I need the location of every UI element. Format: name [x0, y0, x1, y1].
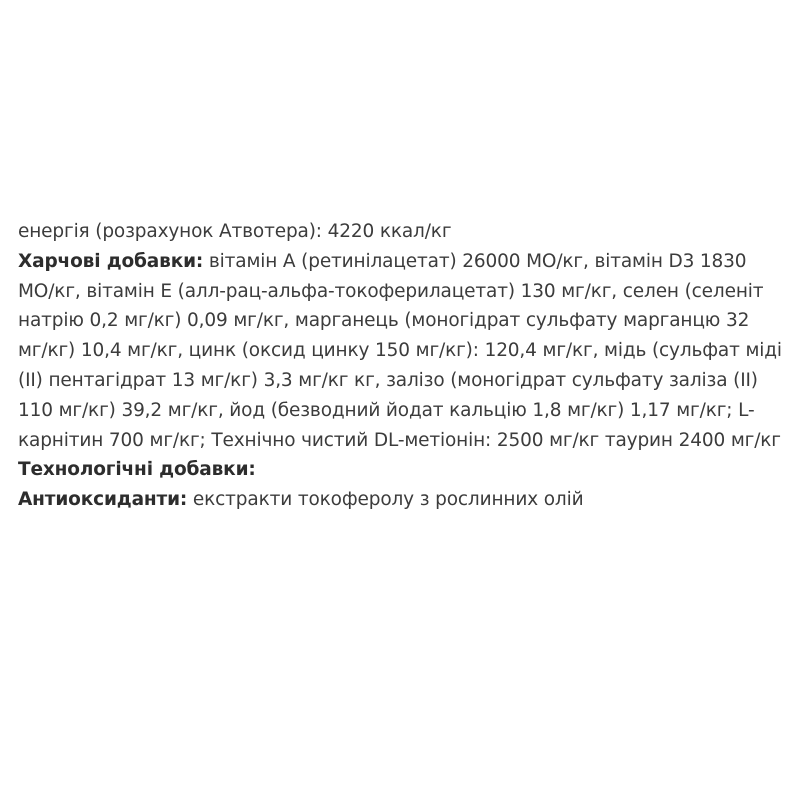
antioxidants-text: екстракти токоферолу з рослинних олій: [187, 489, 584, 511]
nutritional-additives-text: вітамін А (ретинілацетат) 26000 МО/кг, вітамін D3 1830 МО/кг, вітамін Е (алл-рац-альфа-токоферилацетат) 130 мг/кг, селен (селеніт натрію 0,2 мг/кг) 0,09 мг/кг, марганець (моногідрат сульфату марганцю 32 мг/кг) 10,4 мг/кг, цинк (оксид цинку 150 мг/кг): 120,4 мг/кг, мідь (сульфат міді (II) пентагідрат 13 мг/кг) 3,3 мг/кг кг, залізо (моногідрат сульфату заліза (II) 110 мг/кг) 39,2 мг/кг, йод (безводний йодат кальцію 1,8 мг/кг) 1,17 мг/кг; L-карнітин 700 мг/кг; Технічно чистий DL-метіонін: 2500 мг/кг таурин 2400 мг/кг: [18, 250, 782, 451]
energy-line: енергія (розрахунок Атвотера): 4220 ккал/кг: [18, 221, 452, 242]
nutritional-additives-paragraph: [18, 247, 784, 456]
nutritional-additives-label: Харчові добавки:: [18, 250, 204, 272]
ingredients-text-block: [18, 217, 784, 515]
technological-additives-label: Технологічні добавки:: [18, 459, 256, 481]
antioxidants-label: Антиоксиданти:: [18, 489, 188, 511]
antioxidants-paragraph: [18, 485, 784, 515]
technological-additives-paragraph: [18, 455, 784, 485]
